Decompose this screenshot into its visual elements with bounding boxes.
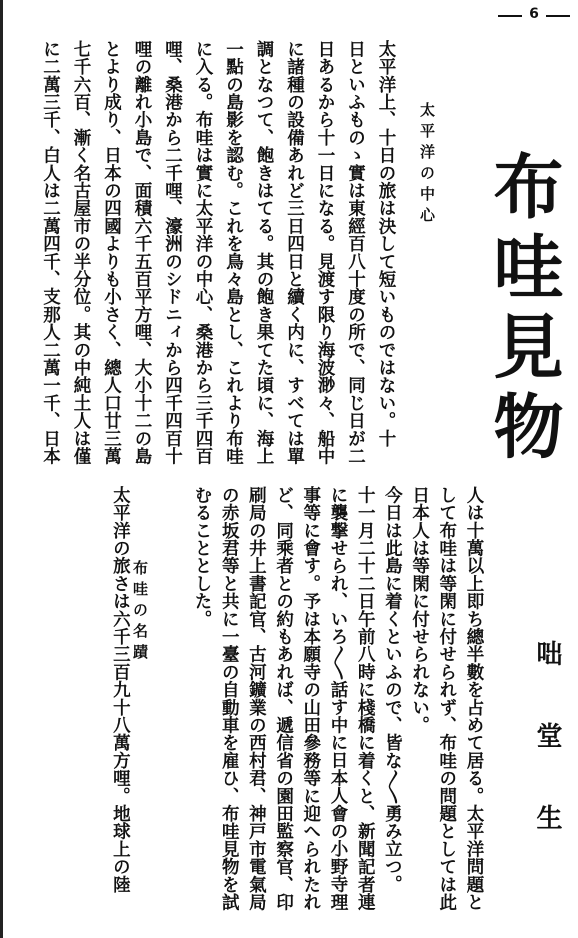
text-column: 人は十萬以上即ち總半數を占めて居る。太平洋問題と (464, 486, 484, 911)
text-column: 一點の島影を認む。これを鳥々島とし、これより布哇 (223, 40, 244, 465)
text-column: に諸種の設備あれど三日四日と續く内に、すべては單 (284, 40, 305, 465)
text-column: 太平洋上、十日の旅は決して短いものではない。十 (376, 40, 396, 448)
text-column: 七千六百、漸く名古屋市の半分位。其の中純土人は僅 (71, 40, 91, 465)
author-byline: 咄堂生 (532, 640, 562, 886)
text-column: 哩の離れ小島で、面積六千五百平方哩、大小十二の島 (132, 40, 152, 465)
text-column: に二萬三千、白人は二萬四千、支那人二萬一千、日本 (40, 40, 61, 465)
text-column: の赤坂君等と共に一臺の自動車を雇ひ、布哇見物を試 (219, 486, 240, 911)
article-title: 布哇見物 (482, 150, 565, 470)
section-heading-hawaii-sights: 布哇の名蹟 (131, 560, 149, 665)
text-column: に入る。布哇は實に太平洋の中心、桑港から三千四百 (193, 40, 213, 465)
text-column: 調となつて、飽きはてる。其の飽き果てた頃に、海上 (254, 40, 274, 465)
text-column: 十一月二十二日午前八時に棧橋に着くと、新聞記者連 (355, 486, 376, 911)
page-number: 6 (498, 6, 570, 26)
text-column: 哩、桑港から二千哩、濠洲のシドニィから四千四百十 (162, 40, 183, 465)
text-column: 日あるから十一日になる。見渡す限り海波渺々、船中 (315, 40, 335, 465)
text-column (134, 486, 156, 924)
text-column: ど、同乘者との約もあれば、遞信省の園田監察官、印 (273, 486, 294, 911)
text-column: 太平洋の旅さは六千三百九十八萬方哩。地球上の陸 (110, 486, 131, 894)
text-column: 今日は此島に着くといふので、皆な〳〵勇み立つ。 (382, 486, 403, 893)
text-column: 日といふものゝ實は東經百八十度の所で、同じ日が二 (345, 40, 366, 465)
scan-edge (0, 0, 3, 938)
text-column: むることとした。 (192, 486, 212, 628)
text-column (161, 486, 183, 924)
text-column: とより成り、日本の四國よりも小さく、總人口廿三萬 (101, 40, 122, 465)
text-column: 刷局の井上書記官、古河鑛業の西村君、神戸市電氣局 (246, 486, 267, 911)
text-column: 事等に會す。予は本願寺の山田參務等に迎へられたれ (300, 486, 321, 911)
text-column: 日本人は等閑に付せられない。 (409, 486, 430, 734)
text-column: して布哇は等閑に付せられず、布哇の問題としては此 (436, 486, 457, 911)
section-heading-center-of-pacific: 太平洋の中心 (418, 102, 436, 228)
text-column: に襲撃せられ、いろ〳〵話す中に日本人會の小野寺理 (328, 486, 348, 911)
